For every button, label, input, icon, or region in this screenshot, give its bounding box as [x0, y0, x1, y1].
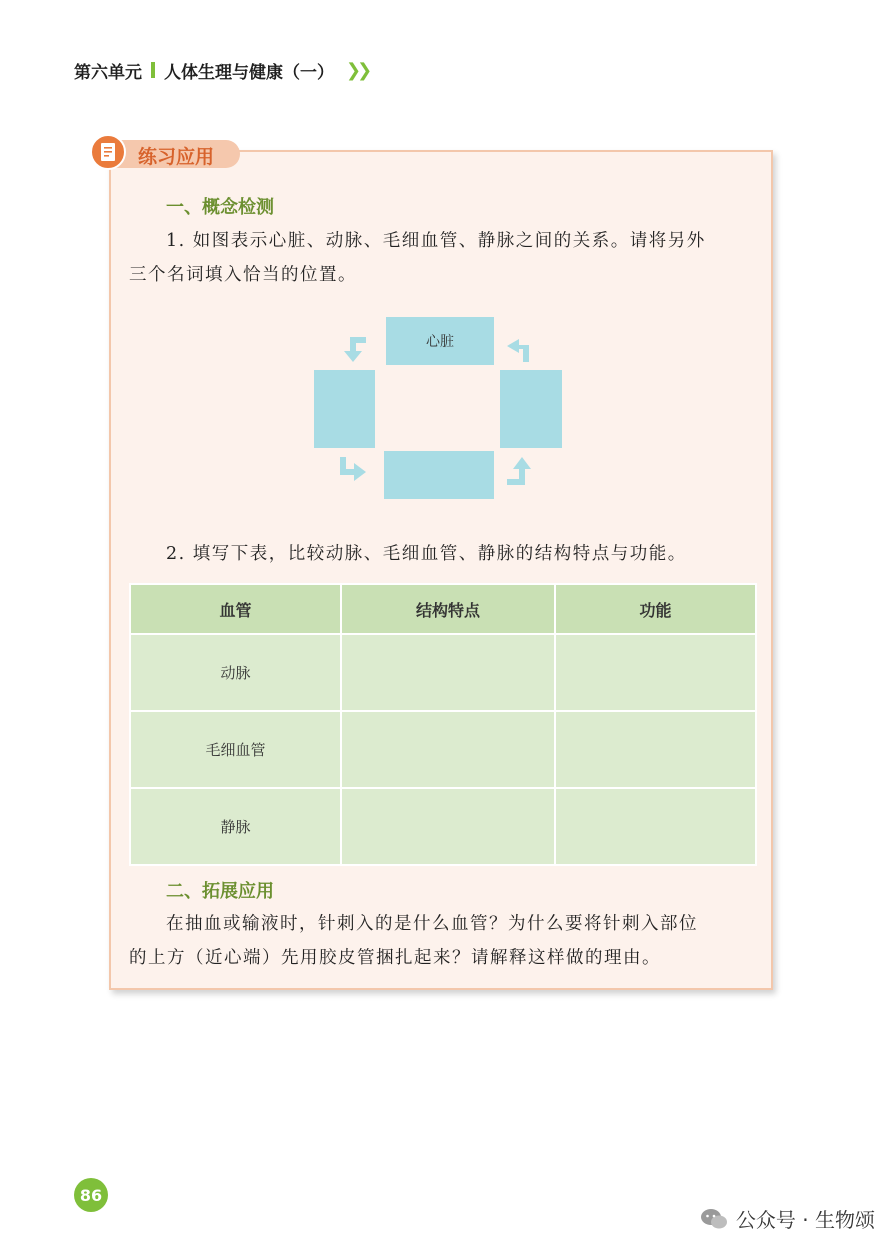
answer-cell[interactable] — [341, 711, 555, 788]
tab-label: 练习应用 — [138, 146, 215, 168]
bottom-blank-box[interactable] — [384, 451, 494, 499]
table-row — [130, 788, 756, 865]
arrow-up-right-icon — [505, 455, 537, 487]
section2-line1: 在抽血或输液时，针刺入的是什么血管？为什么要将针刺入部位 — [166, 914, 698, 934]
col-header-vessel: 血管 — [130, 584, 341, 634]
section2-line2: 的上方（近心端）先用胶皮管捆扎起来？请解释这样做的理由。 — [129, 948, 661, 968]
circulation-diagram — [314, 317, 566, 501]
section-tab — [90, 134, 240, 170]
unit-label: 第六单元 — [74, 62, 142, 83]
col-header-function: 功能 — [555, 584, 756, 634]
left-blank-box[interactable] — [314, 370, 375, 448]
row-label-capillary: 毛细血管 — [130, 711, 341, 788]
answer-cell[interactable] — [555, 711, 756, 788]
arrow-down-right-icon — [336, 455, 368, 487]
q2-text: 2. 填写下表，比较动脉、毛细血管、静脉的结构特点与功能。 — [166, 544, 687, 564]
table-row — [130, 711, 756, 788]
answer-cell[interactable] — [555, 788, 756, 865]
notebook-icon — [90, 134, 126, 170]
row-label-artery: 动脉 — [130, 634, 341, 711]
double-chevron-icon: ❯❯ — [346, 59, 369, 81]
unit-header — [74, 58, 368, 82]
tab-pill — [112, 140, 240, 168]
answer-cell[interactable] — [555, 634, 756, 711]
table-header-row — [130, 584, 756, 634]
col-header-structure: 结构特点 — [341, 584, 555, 634]
q1-line1: 1. 如图表示心脏、动脉、毛细血管、静脉之间的关系。请将另外 — [166, 231, 706, 251]
answer-cell[interactable] — [341, 788, 555, 865]
section1-title: 一、概念检测 — [166, 197, 274, 218]
page-number: 86 — [74, 1178, 108, 1212]
blood-vessel-table — [129, 583, 757, 866]
section2-title: 二、拓展应用 — [166, 881, 274, 902]
unit-title: 人体生理与健康（一） — [164, 62, 334, 83]
wechat-icon — [700, 1208, 728, 1230]
heart-box — [386, 317, 494, 365]
heart-label: 心脏 — [426, 334, 454, 350]
answer-cell[interactable] — [341, 634, 555, 711]
watermark-text: 公众号 · 生物颂 — [735, 1208, 875, 1232]
table-row — [130, 634, 756, 711]
header-divider — [151, 62, 155, 78]
q1-line2: 三个名词填入恰当的位置。 — [129, 265, 357, 285]
right-blank-box[interactable] — [500, 370, 562, 448]
row-label-vein: 静脉 — [130, 788, 341, 865]
watermark — [700, 1204, 875, 1233]
arrow-down-left-icon — [336, 331, 368, 363]
arrow-up-left-icon — [505, 331, 537, 363]
